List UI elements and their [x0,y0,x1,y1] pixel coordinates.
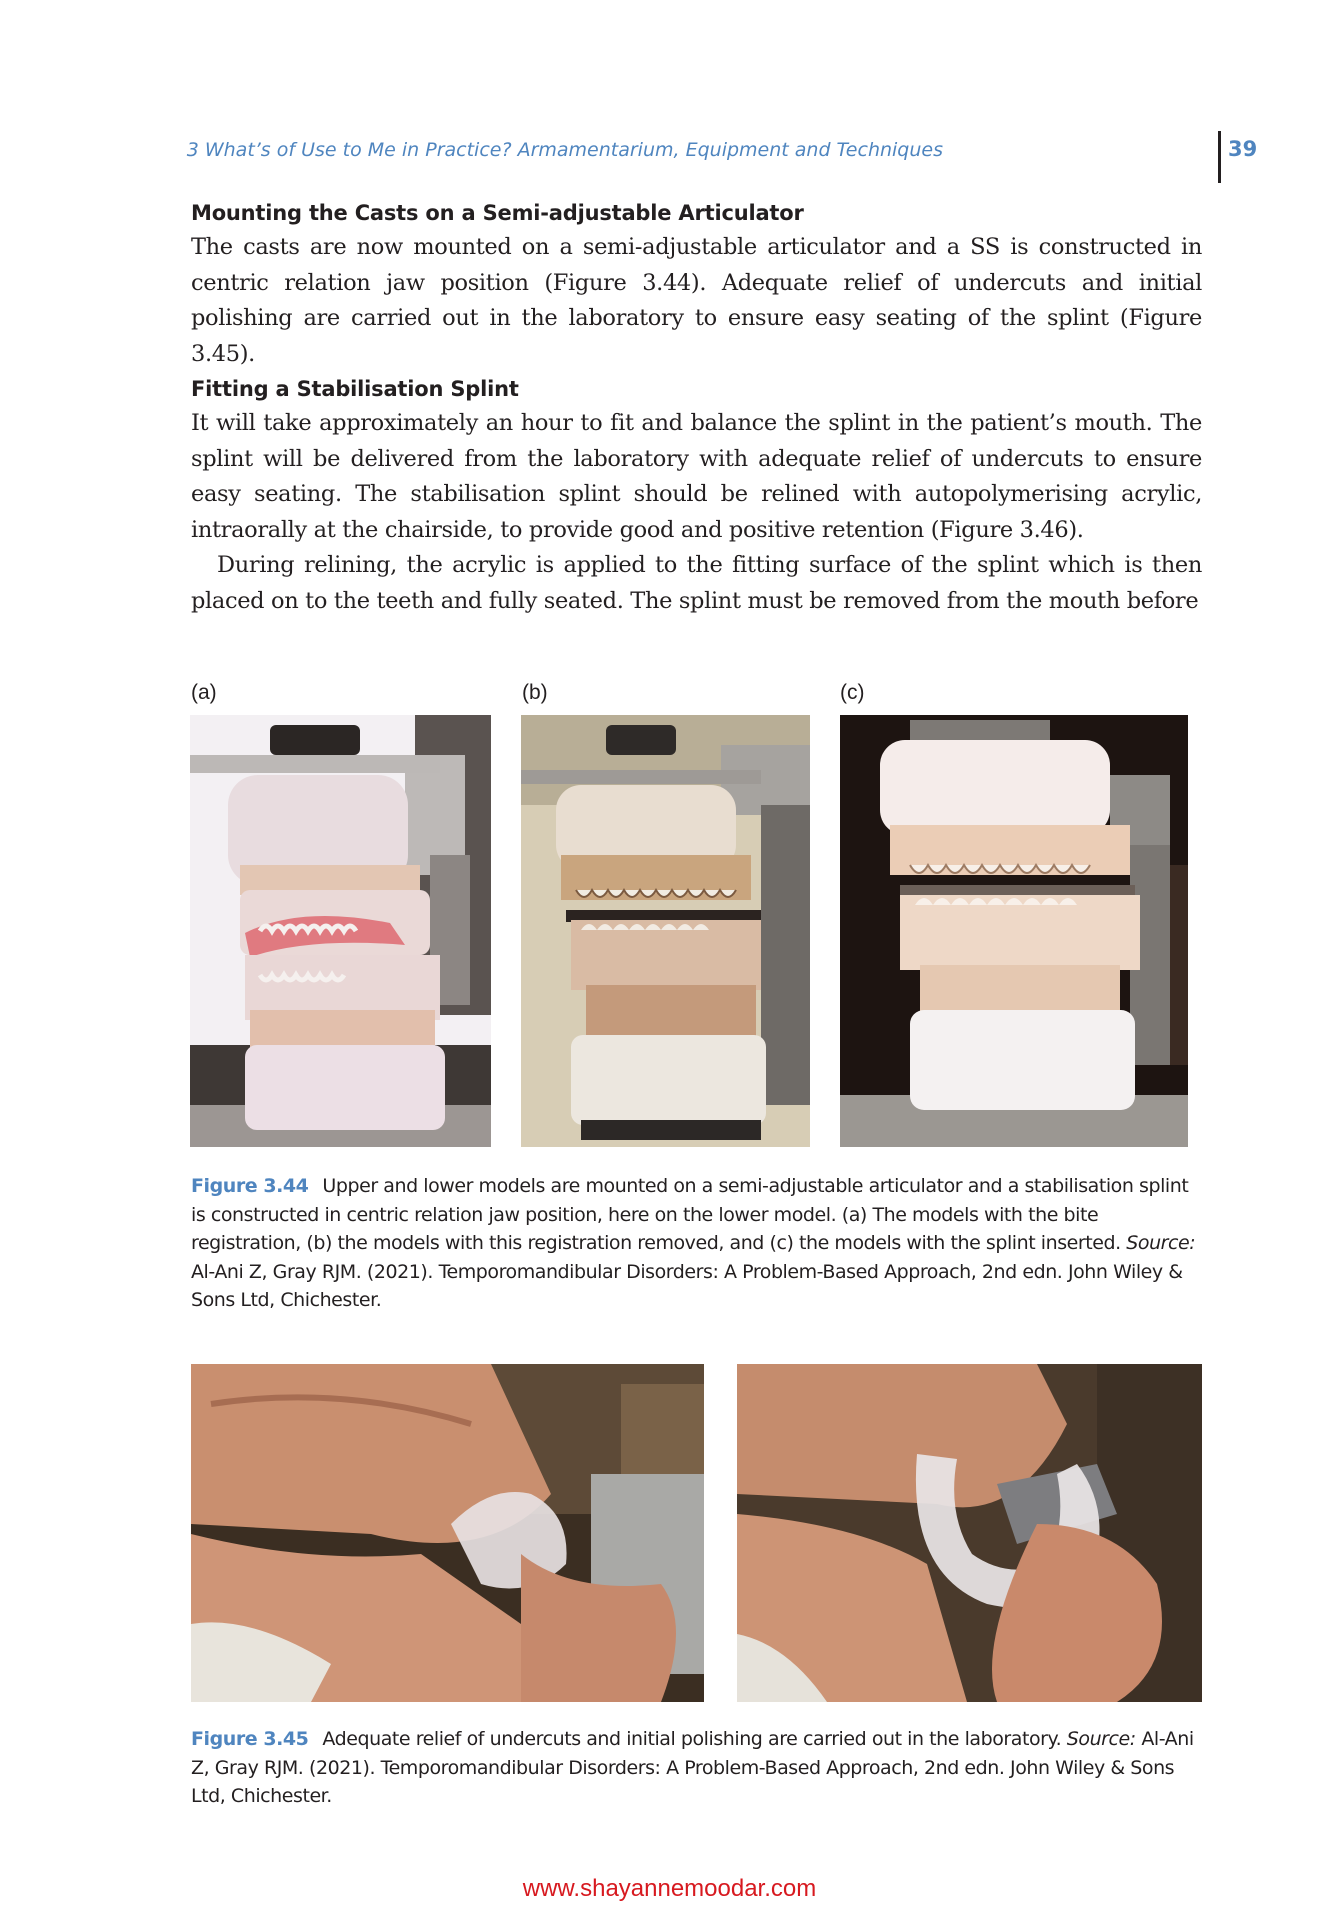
photo-articulator-registration-removed [521,715,810,1147]
photo-splint-relief-right [737,1364,1202,1702]
section-heading-mounting: Mounting the Casts on a Semi-adjustable Articulator [191,201,804,225]
panel-label-a: (a) [191,681,217,704]
panel-label-c: (c) [840,681,865,704]
panel-label-b: (b) [522,681,548,704]
paragraph-mounting: The casts are now mounted on a semi-adjustable articulator and a SS is constructed in centric relation jaw position (Figure 3.44). Adequate relief of undercuts and initial polishing are carried out in the laboratory to ensure easy seating of the splint (Figure 3.45). [191,234,1202,367]
figure-3-45-source-label: Source: [1066,1728,1136,1750]
figure-3-44-source-text: Al-Ani Z, Gray RJM. (2021). Temporomandibular Disorders: A Problem-Based Approach, 2nd edn. John Wiley & Sons Ltd, Chichester. [191,1260,1183,1311]
figure-3-44-source-label: Source: [1126,1232,1196,1254]
figure-3-45-label: Figure 3.45 [191,1728,309,1750]
photo-splint-relief-left [191,1364,704,1702]
paragraph-fitting: It will take approximately an hour to fit and balance the splint in the patient’s mouth. The splint will be delivered from the laboratory with adequate relief of undercuts to ensure easy seating. The stabilisation splint should be relined with autopolymerising acrylic, intraorally at the chairside, to provide good and positive retention (Figure 3.46). [191,410,1202,543]
figure-3-44-caption [191,1172,1202,1315]
footer-website-link[interactable]: www.shayannemoodar.com [522,1875,817,1902]
page-number: 39 [1228,137,1258,161]
figure-3-45-source-text: Al-Ani Z, Gray RJM. (2021). Temporomandibular Disorders: A Problem-Based Approach, 2nd edn. John Wiley & Sons Ltd, Chichester. [191,1728,1194,1807]
photo-articulator-bite-registration [190,715,491,1147]
section-heading-fitting: Fitting a Stabilisation Splint [191,377,519,401]
figure-3-44-label: Figure 3.44 [191,1175,309,1197]
figure-3-45-caption-text: Adequate relief of undercuts and initial polishing are carried out in the laboratory. [322,1728,1062,1750]
photo-articulator-splint-inserted [840,715,1188,1147]
paragraph-relining: During relining, the acrylic is applied to the fitting surface of the splint which is then placed on to the teeth and fully seated. The splint must be removed from the mouth before [191,552,1202,614]
figure-3-45-caption [191,1725,1202,1811]
running-header: 3 What’s of Use to Me in Practice? Armamentarium, Equipment and Techniques [186,139,943,161]
header-divider [1218,131,1221,183]
figure-3-44-caption-text: Upper and lower models are mounted on a semi-adjustable articulator and a stabilisation splint is constructed in centric relation jaw position, here on the lower model. (a) The models with the bite registration, (b) the models with this registration removed, and (c) the models with the splint inserted. [191,1175,1189,1254]
